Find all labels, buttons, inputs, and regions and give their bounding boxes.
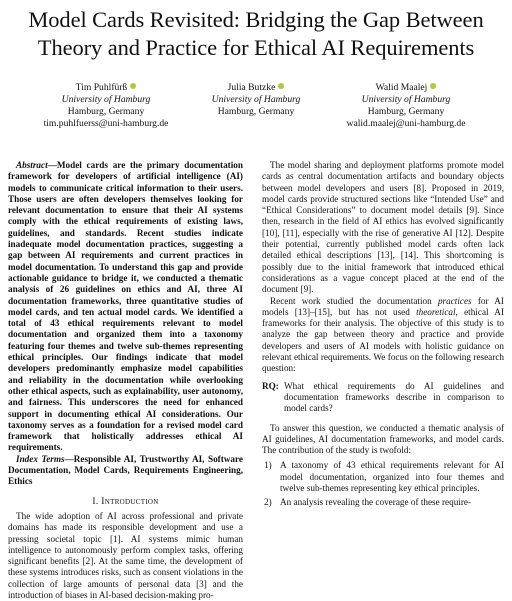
contribution-list bbox=[262, 460, 504, 508]
emphasis: practices bbox=[437, 295, 472, 306]
author-block-3 bbox=[316, 82, 496, 130]
emphasis: theoretical bbox=[416, 306, 456, 317]
author-name-line bbox=[316, 82, 496, 94]
author-name: Walid Maalej bbox=[375, 82, 428, 93]
paper-title bbox=[0, 6, 512, 62]
body-paragraph: To answer this question, we conducted a thematic analysis of AI guidelines, AI documentation frameworks, and model cards. The contribution of the study is twofold: bbox=[262, 422, 504, 456]
text-run: , ethical AI frameworks for their analysis. The objective of this study is to analyze the gap between theory and practice and provide developers and users of AI models with holistic guidance on relevant ethical requirements. We focus on the following research question: bbox=[262, 306, 504, 374]
author-location: Hamburg, Germany bbox=[67, 106, 145, 117]
text-run: Recent work studied the documentation bbox=[270, 295, 438, 306]
abstract-label: Abstract bbox=[16, 160, 48, 170]
body-paragraph bbox=[262, 296, 504, 375]
list-item bbox=[262, 460, 504, 494]
author-affiliation: University of Hamburg bbox=[61, 94, 151, 105]
author-location: Hamburg, Germany bbox=[367, 106, 445, 117]
index-terms-text: —Responsible AI, Trustworthy AI, Software Documentation, Model Cards, Requirements Engineering, Ethics bbox=[8, 453, 244, 487]
index-terms-label: Index Terms bbox=[16, 453, 65, 464]
body-paragraph: The model sharing and deployment platforms promote model cards as central documentation artifacts and boundary objects between model developers and users [8]. Proposed in 2019, model cards provide structured sections like “Intended Use” and “Ethical Considerations” to document model details [9]. Since then, research in the field of AI ethics has evolved significantly [10], [11], especially with the rise of generative AI [12]. Despite their potential, currently published model cards often lack detailed ethical descriptions [13], [14]. This shortcoming is possibly due to the initial framework that introduced ethical considerations as a vague concept placed at the end of the document [9]. bbox=[262, 160, 504, 295]
author-affiliation: University of Hamburg bbox=[211, 94, 301, 105]
index-terms bbox=[8, 454, 243, 488]
author-email[interactable]: tim.puhlfuerss@uni-hamburg.de bbox=[43, 118, 169, 129]
rq-label: RQ: bbox=[262, 380, 279, 391]
title-line-1: Model Cards Revisited: Bridging the Gap Between bbox=[28, 7, 484, 32]
intro-paragraph: The wide adoption of AI across professional and private domains has made its responsible development and use a pressing societal topic [1]. AI systems mimic human intelligence to autonomously perform complex tasks, offering significant benefits [2]. At the same time, the development of these systems introduces risks, such as consent violations in the collection of large amounts of personal data [3] and the introduction of biases in AI-based decision-making pro- bbox=[8, 510, 243, 600]
orcid-icon[interactable] bbox=[278, 83, 284, 89]
rq-text: What ethical requirements do AI guidelines and documentation frameworks describe in comparison to model cards? bbox=[284, 380, 504, 414]
author-email[interactable]: walid.maalej@uni-hamburg.de bbox=[346, 118, 466, 129]
section-heading: I. Introduction bbox=[92, 495, 159, 507]
orcid-icon[interactable] bbox=[130, 83, 136, 89]
list-number: 1) bbox=[264, 460, 272, 471]
list-number: 2) bbox=[264, 497, 272, 508]
abstract-text: —Model cards are the primary documentation framework for developers of artificial intelligence (AI) models to communicate critical information to their users. Those users are often developers themselves looking for relevant documentation to ensure that their AI systems comply with the ethical requirements of existing laws, guidelines, and standards. Recent studies indicate inadequate model documentation practices, suggesting a gap between AI requirements and current practices in model documentation. To understand this gap and provide actionable guidance to bridge it, we conducted a thematic analysis of 26 guidelines on ethics and AI, three AI documentation frameworks, three quantitative studies of model cards, and ten actual model cards. We identified a total of 43 ethical requirements relevant to model documentation and organized them into a taxonomy featuring four themes and twelve sub-themes representing ethical principles. Our findings indicate that model developers predominantly emphasize model capabilities and reliability in the documentation while overlooking other ethical aspects, such as explainability, user autonomy, and fairness. This underscores the need for enhanced support in documenting ethical AI considerations. Our taxonomy serves as a foundation for a revised model card framework that holistically addresses ethical AI requirements. bbox=[8, 160, 243, 453]
list-text: An analysis revealing the coverage of these require- bbox=[280, 497, 472, 508]
author-affiliation: University of Hamburg bbox=[361, 94, 451, 105]
abstract bbox=[8, 160, 243, 454]
list-item bbox=[262, 497, 504, 508]
list-text: A taxonomy of 43 ethical requirements relevant for AI model documentation, organized into four themes and twelve sub-themes representing key ethical principles. bbox=[280, 460, 504, 494]
author-location: Hamburg, Germany bbox=[217, 106, 295, 117]
research-question bbox=[262, 381, 504, 415]
orcid-icon[interactable] bbox=[430, 83, 436, 89]
text-run: for AI models [13]–[15], but has not used bbox=[262, 295, 504, 317]
author-name: Tim Puhlfürß bbox=[75, 82, 128, 93]
author-name: Julia Butzke bbox=[227, 82, 276, 93]
left-column bbox=[8, 160, 243, 601]
title-line-2: Theory and Practice for Ethical AI Requirements bbox=[37, 35, 475, 60]
right-column bbox=[262, 160, 504, 512]
